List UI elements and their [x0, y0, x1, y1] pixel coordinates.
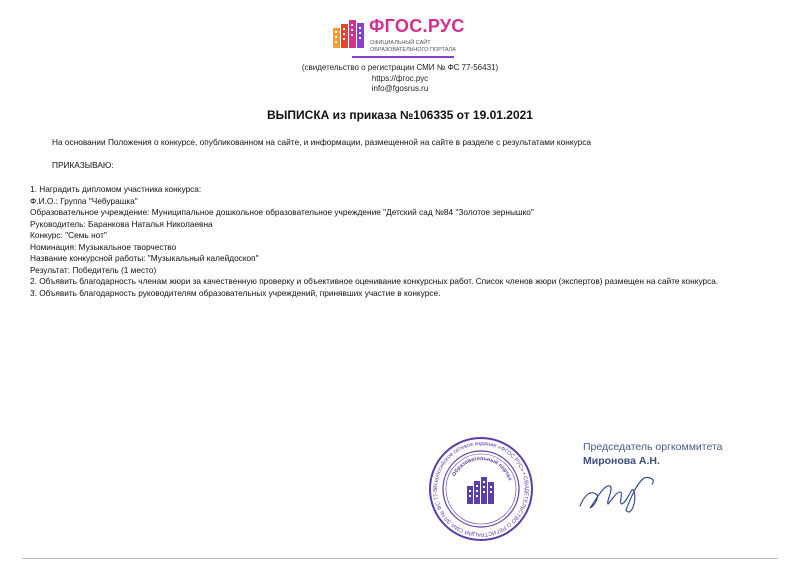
footer-divider: [22, 558, 778, 559]
brand-subtitle-line2: ОБРАЗОВАТЕЛЬНОГО ПОРТАЛА: [370, 47, 456, 53]
brand-subtitle-line1: ОФИЦИАЛЬНЫЙ САЙТ: [370, 40, 431, 46]
email-link[interactable]: info@fgosrus.ru: [371, 84, 429, 93]
brand-subtitle: [370, 40, 456, 54]
official-stamp: [428, 436, 534, 542]
signatory-title: Председатель оргкоммитета: [583, 441, 723, 453]
stamp-building-icon: [467, 477, 494, 504]
order-items: [30, 184, 760, 299]
signature-block: [583, 441, 783, 467]
result: Результат: Победитель (1 место): [30, 264, 157, 275]
svg-text:Образовательный портал: Образовательный портал: [451, 455, 513, 482]
registration-text: (свидетельство о регистрации СМИ № ФС 77-56431): [301, 63, 499, 72]
svg-text:Всероссийское сетевое издание: Всероссийское сетевое издание «ФГОС.РУС» • СВИДЕТЕЛЬСТВО О РЕГИСТРАЦИИ СМИ ЭЛ № ФС 77-5: [432, 440, 530, 538]
order-item-3: 3. Объявить благодарность руководителям образовательных учреждений, принявших участие в конкурсе.: [30, 287, 441, 298]
institution: Образовательное учреждение: Муниципальное дошкольное образовательное учреждение "Детский сад №84 "Золотое зернышко": [30, 207, 534, 217]
handwritten-signature: [574, 470, 664, 516]
brand-underline: [352, 56, 454, 58]
building-logo-icon: [333, 18, 365, 48]
registration-info: [240, 63, 560, 95]
signatory-name: Миронова А.Н.: [583, 455, 660, 467]
order-word: ПРИКАЗЫВАЮ:: [52, 160, 114, 170]
participant-name: Ф.И.О.: Группа "Чебурашка": [30, 195, 138, 206]
work-title: Название конкурсной работы: "Музыкальный калейдоскоп": [30, 253, 259, 263]
document-title: ВЫПИСКА из приказа №106335 от 19.01.2021: [267, 108, 533, 122]
brand-name: ФГОС.РУС: [369, 16, 465, 36]
website-link[interactable]: https://фгос.рус: [371, 73, 429, 83]
order-item-2: 2. Объявить благодарность членам жюри за качественную проверку и объективное оценивание конкурсных работ. Список членов жюри (экспертов) размещен на сайте конкурса.: [30, 276, 719, 286]
basis-paragraph: На основании Положения о конкурсе, опубликованном на сайте, и информации, размещенной на сайте в разделе с результатами конкурса: [52, 137, 591, 147]
supervisor: Руководитель: Баранкова Наталья Николаевна: [30, 218, 213, 229]
contest-name: Конкурс: "Семь нот": [30, 230, 107, 240]
brand-logo: [333, 16, 473, 56]
order-item-1: 1. Наградить дипломом участника конкурса:: [30, 184, 202, 194]
nomination: Номинация: Музыкальное творчество: [30, 241, 177, 252]
